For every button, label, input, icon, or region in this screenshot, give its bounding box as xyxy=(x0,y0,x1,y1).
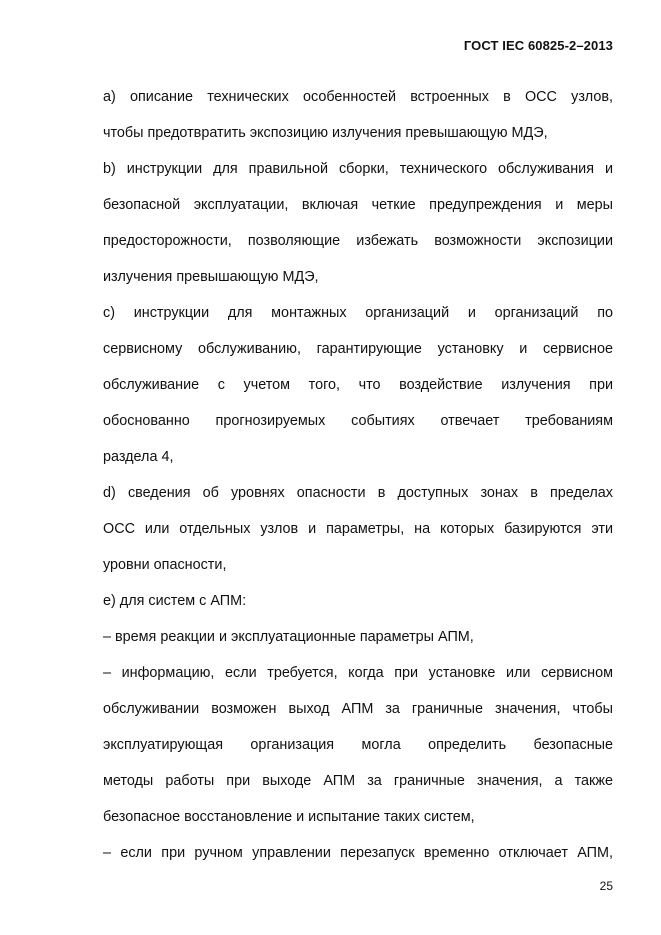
text-line: обслуживание с учетом того, что воздействие излучения при xyxy=(103,377,613,393)
text-line: предосторожности, позволяющие избежать возможности экспозиции xyxy=(103,233,613,249)
text-line: безопасное восстановление и испытание таких систем, xyxy=(103,809,475,825)
document-header: ГОСТ IEC 60825-2–2013 xyxy=(463,38,613,53)
text-line: – если при ручном управлении перезапуск временно отключает АПМ, xyxy=(103,845,613,861)
text-line: a) описание технических особенностей встроенных в ОСС узлов, xyxy=(103,89,613,105)
text-line: c) инструкции для монтажных организаций и организаций по xyxy=(103,305,613,321)
text-line: раздела 4, xyxy=(103,449,174,465)
text-line: b) инструкции для правильной сборки, технического обслуживания и xyxy=(103,161,613,177)
text-line: методы работы при выходе АПМ за граничные значения, а также xyxy=(103,773,613,789)
text-line: – время реакции и эксплуатационные параметры АПМ, xyxy=(103,629,474,645)
text-line: d) сведения об уровнях опасности в доступных зонах в пределах xyxy=(103,485,613,501)
text-line: уровни опасности, xyxy=(103,557,227,573)
text-line: обоснованно прогнозируемых событиях отвечает требованиям xyxy=(103,413,613,429)
text-line: безопасной эксплуатации, включая четкие предупреждения и меры xyxy=(103,197,613,213)
text-line: – информацию, если требуется, когда при установке или сервисном xyxy=(103,665,613,681)
text-line: сервисному обслуживанию, гарантирующие установку и сервисное xyxy=(103,341,613,357)
page-number: 25 xyxy=(599,879,613,893)
text-line: e) для систем с АПМ: xyxy=(103,593,247,609)
text-line: ОСС или отдельных узлов и параметры, на которых базируются эти xyxy=(103,521,613,537)
body-text xyxy=(103,79,613,871)
text-line: эксплуатирующая организация могла определить безопасные xyxy=(103,737,613,753)
text-line: обслуживании возможен выход АПМ за граничные значения, чтобы xyxy=(103,701,613,717)
text-line: излучения превышающую МДЭ, xyxy=(103,269,319,285)
text-line: чтобы предотвратить экспозицию излучения превышающую МДЭ, xyxy=(103,125,548,141)
